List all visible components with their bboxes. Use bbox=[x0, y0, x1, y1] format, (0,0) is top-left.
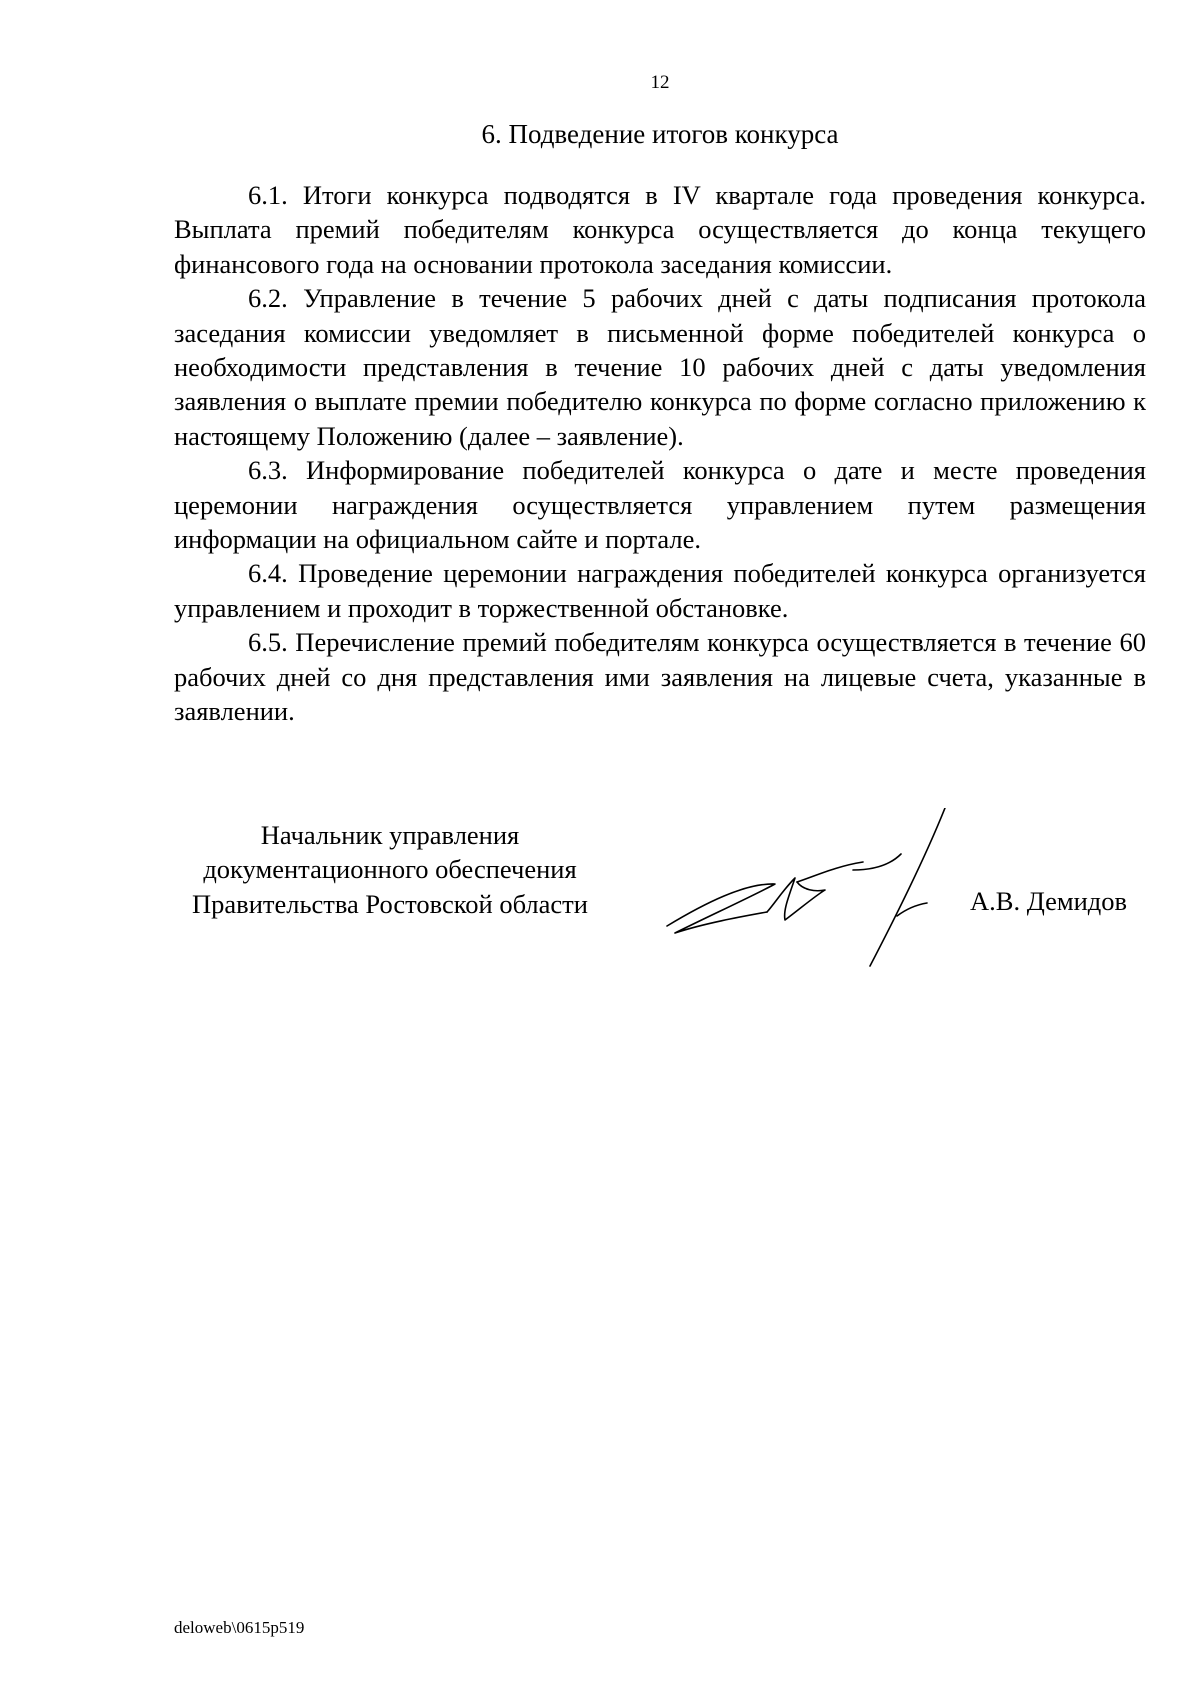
handwritten-signature bbox=[665, 808, 965, 978]
page-number: 12 bbox=[650, 72, 670, 93]
section-title: 6. Подведение итогов конкурса bbox=[481, 119, 839, 149]
signer-position-line: документационного обеспечения bbox=[203, 854, 577, 885]
document-body bbox=[174, 178, 1146, 729]
paragraph-6-1: 6.1. Итоги конкурса подводятся в IV квартале года проведения конкурса. Выплата премий победителям конкурса осуществляется до конца текущего финансового года на основании протокола заседания комиссии. bbox=[174, 180, 1146, 279]
paragraph-6-3: 6.3. Информирование победителей конкурса о дате и месте проведения церемонии награждения осуществляется управлением путем размещения информации на официальном сайте и портале. bbox=[174, 455, 1146, 555]
signer-name: А.В. Демидов bbox=[970, 886, 1128, 916]
paragraph-6-5: 6.5. Перечисление премий победителям конкурса осуществляется в течение 60 рабочих дней со дня представления ими заявления на лицевые счета, указанные в заявлении. bbox=[174, 627, 1146, 727]
paragraph-6-4: 6.4. Проведение церемонии награждения победителей конкурса организуется управлением и проходит в торжественной обстановке. bbox=[174, 558, 1146, 623]
document-id: deloweb\0615p519 bbox=[174, 1618, 305, 1637]
paragraph-6-2: 6.2. Управление в течение 5 рабочих дней с даты подписания протокола заседания комиссии уведомляет в письменной форме победителей конкурса о необходимости представления в течение 10 рабочих дней с даты уведомления заявления о выплате премии победителю конкурса по форме согласно приложению к настоящему Положению (далее – заявление). bbox=[174, 283, 1146, 451]
signer-position bbox=[150, 818, 630, 921]
signer-position-line: Начальник управления bbox=[260, 820, 520, 850]
signer-position-line: Правительства Ростовской области bbox=[192, 888, 588, 919]
